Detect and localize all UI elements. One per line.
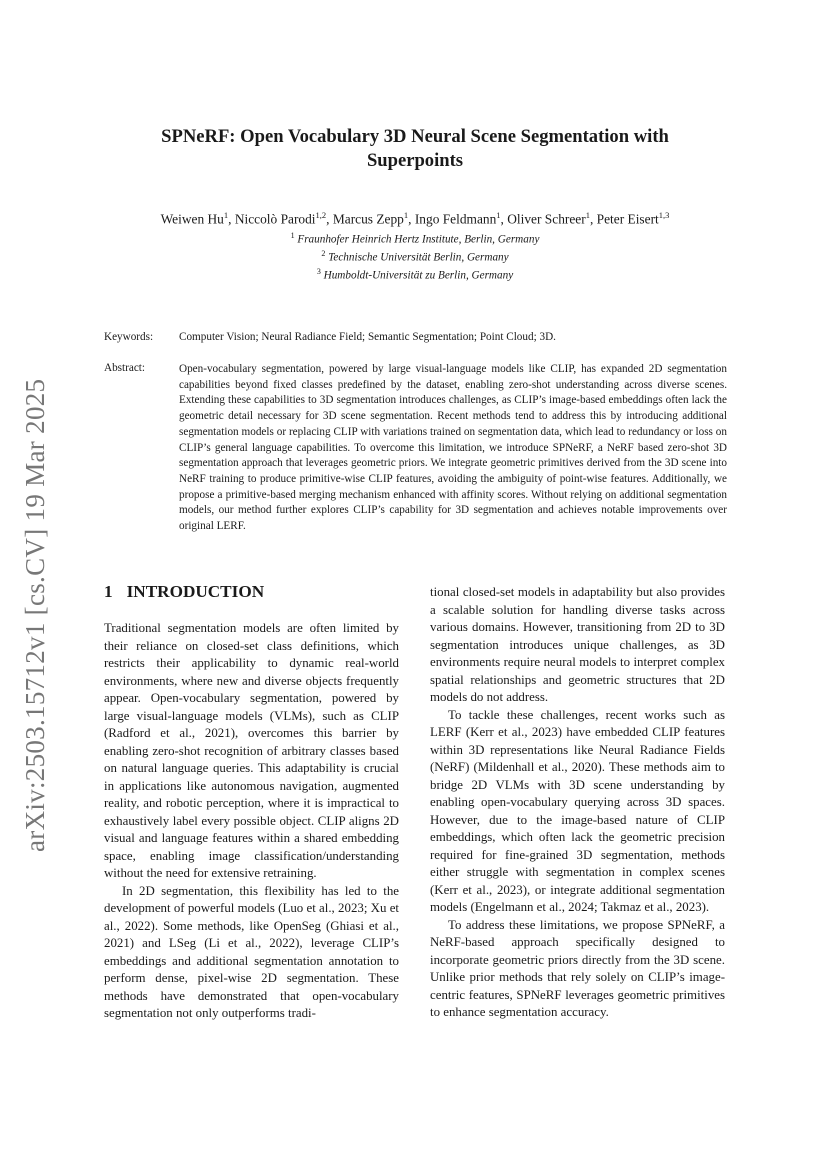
abstract-text: Open-vocabulary segmentation, powered by large visual-language models like CLIP, has expanded 2D segmentation capabilities beyond fixed classes predefined by the dataset, enabling zero-shot understanding across diverse scenes. Extending these capabilities to 3D segmentation introduces challenges, as CLIP’s image-based embeddings often lack the geometric detail necessary for 3D scene segmentation. Recent methods tend to address this by introducing additional segmentation models or replacing CLIP with variations trained on segmentation data, which lead to redundancy or loss on CLIP’s general language capabilities. To overcome this limitation, we introduce SPNeRF, a NeRF based zero-shot 3D segmentation approach that leverages geometric priors. We integrate geometric primitives derived from the 3D scene into NeRF training to produce primitive-wise CLIP features, avoiding the ambiguity of point-wise features. Additionally, we propose a primitive-based merging mechanism enhanced with affinity scores. Without relying on additional segmentation models, our method further explores CLIP’s capability for 3D segmentation and achieves notable improvements over original LERF. bbox=[179, 363, 727, 533]
paper-title bbox=[120, 125, 710, 173]
affiliation-2 bbox=[150, 246, 680, 266]
left-column bbox=[104, 620, 399, 1023]
paragraph: Traditional segmentation models are often limited by their reliance on closed-set class definitions, which restricts their applicability to dynamic real-world environments, where new and diverse objects frequently appear. Open-vocabulary segmentation, powered by large visual-language models (VLMs), such as CLIP (Radford et al., 2021), overcomes this barrier by enabling zero-shot recognition of arbitrary classes based on natural language queries. This adaptability is crucial in applications like autonomous navigation, augmented reality, and robotic perception, where it is impractical to exhaustively label every possible object. CLIP aligns 2D visual and language features within a shared embedding space, enabling image classification/understanding without the need for extensive retraining. bbox=[104, 621, 399, 880]
author-affiliation-mark: 1 bbox=[496, 210, 501, 220]
author-separator: , bbox=[408, 211, 415, 227]
affiliation-3-mark: 3 bbox=[316, 267, 321, 276]
author-name: Oliver Schreer bbox=[507, 211, 586, 227]
author-separator: , bbox=[228, 211, 235, 227]
section-title: INTRODUCTION bbox=[126, 582, 265, 601]
author-separator: , bbox=[589, 211, 597, 227]
abstract-label: Abstract: bbox=[104, 362, 146, 374]
affiliation-3-text: Humboldt-Universität zu Berlin, Germany bbox=[323, 269, 514, 282]
paragraph: To tackle these challenges, recent works such as LERF (Kerr et al., 2023) have embedded CLIP features within 3D representations like Neural Radiance Fields (NeRF) (Mildenhall et al., 2020). These methods aim to bridge 2D VLMs with 3D scene understanding by enabling open-vocabulary querying across 3D spaces. However, due to the image-based nature of CLIP embeddings, which often lack the geometric precision required for fine-grained 3D segmentation, methods either struggle with segmentation in complex scenes (Kerr et al., 2023), or integrate additional segmentation models (Engelmann et al., 2024; Takmaz et al., 2023). bbox=[430, 707, 725, 914]
affiliation-2-mark: 2 bbox=[321, 249, 326, 258]
author-name: Ingo Feldmann bbox=[414, 211, 497, 227]
affiliation-1-mark: 1 bbox=[290, 231, 295, 240]
affiliation-3 bbox=[150, 264, 680, 284]
author-separator: , bbox=[500, 211, 508, 227]
author-name: Peter Eisert bbox=[596, 211, 659, 227]
author-list bbox=[90, 206, 740, 228]
author-separator: , bbox=[326, 211, 333, 227]
author-affiliation-mark: 1,2 bbox=[315, 210, 327, 220]
author-name: Niccolò Parodi bbox=[234, 211, 316, 227]
paragraph: To address these limitations, we propose SPNeRF, a NeRF-based approach specifically designed to incorporate geometric priors directly from the 3D scene. Unlike prior methods that rely solely on CLIP’s image-centric features, SPNeRF leverages geometric primitives to enhance segmentation accuracy. bbox=[430, 917, 725, 1019]
paragraph: tional closed-set models in adaptability but also provides a scalable solution for handling diverse tasks across various domains. However, transitioning from 2D to 3D segmentation introduces unique challenges, as 3D environments require neural models to interpret complex spatial relationships and geometric structures that 2D models do not address. bbox=[430, 585, 725, 704]
author-affiliation-mark: 1 bbox=[585, 210, 590, 220]
affiliation-1 bbox=[150, 228, 680, 248]
arxiv-side-stamp: arXiv:2503.15712v1 [cs.CV] 19 Mar 2025 bbox=[20, 378, 50, 852]
section-heading bbox=[104, 582, 264, 602]
author-affiliation-mark: 1,3 bbox=[658, 210, 670, 220]
affiliation-1-text: Fraunhofer Heinrich Hertz Institute, Berlin, Germany bbox=[297, 233, 540, 246]
keywords-label: Keywords: bbox=[104, 331, 154, 343]
author-affiliation-mark: 1 bbox=[223, 210, 229, 220]
author-name: Weiwen Hu bbox=[160, 211, 224, 227]
title-line-2: Superpoints bbox=[366, 150, 464, 171]
paragraph: In 2D segmentation, this flexibility has led to the development of powerful models (Luo et al., 2023; Xu et al., 2022). Some methods, like OpenSeg (Ghiasi et al., 2021) and LSeg (Li et al., 2022), leverage CLIP’s embeddings and additional segmentation annotation to perform dense, pixel-wise 2D segmentation. These methods have demonstrated that open-vocabulary segmentation not only outperforms tradi- bbox=[104, 883, 399, 1020]
affiliation-2-text: Technische Universität Berlin, Germany bbox=[328, 251, 509, 264]
author-name: Marcus Zepp bbox=[332, 211, 404, 227]
section-number: 1 bbox=[104, 582, 113, 601]
title-line-1: SPNeRF: Open Vocabulary 3D Neural Scene Segmentation with bbox=[161, 126, 669, 147]
right-column bbox=[430, 584, 725, 1022]
author-affiliation-mark: 1 bbox=[403, 210, 409, 220]
keywords-text: Computer Vision; Neural Radiance Field; Semantic Segmentation; Point Cloud; 3D. bbox=[179, 331, 556, 343]
